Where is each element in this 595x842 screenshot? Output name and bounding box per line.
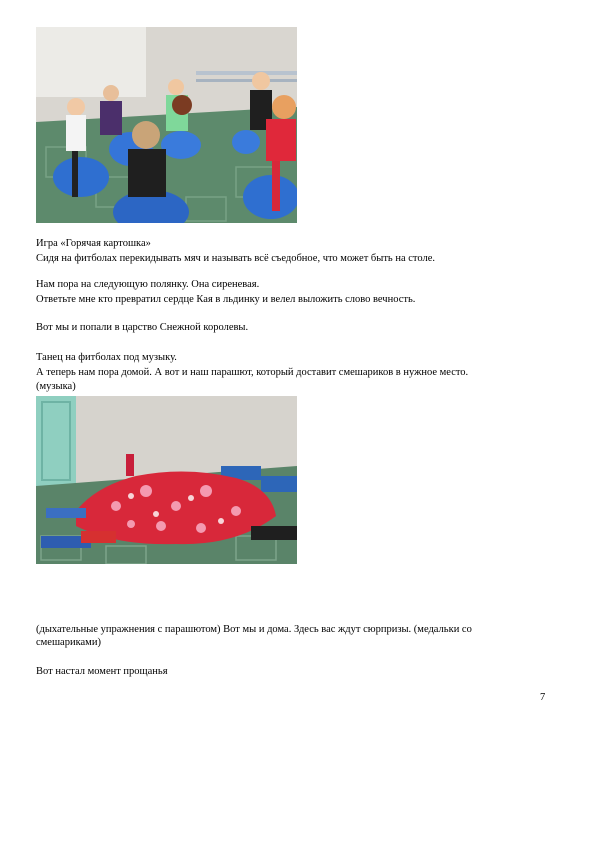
page-number: 7 bbox=[540, 692, 546, 703]
photo-fitballs-image bbox=[36, 27, 297, 223]
music-note-line: (музыка) bbox=[36, 381, 76, 392]
photo-children-on-fitballs bbox=[36, 27, 297, 223]
farewell-line: Вот настал момент прощанья bbox=[36, 666, 168, 677]
riddle-line: Ответьте мне кто превратил сердце Кая в льдинку и велел выложить слово вечность. bbox=[36, 294, 416, 305]
photo-parachute-image bbox=[36, 396, 297, 564]
breathing-exercise-line: (дыхательные упражнения с парашютом) Вот мы и дома. Здесь вас ждут сюрпризы. (медальки со смешариками) bbox=[36, 624, 472, 648]
game-title-line: Игра «Горячая картошка» bbox=[36, 238, 151, 249]
game-description-line: Сидя на фитболах перекидывать мяч и называть всё съедобное, что может быть на столе. bbox=[36, 253, 435, 264]
snow-queen-line: Вот мы и попали в царство Снежной королевы. bbox=[36, 322, 249, 333]
parachute-line: А теперь нам пора домой. А вот и наш парашют, который доставит смешариков в нужное место. bbox=[36, 367, 469, 378]
photo-parachute-game bbox=[36, 396, 297, 564]
next-glade-line: Нам пора на следующую полянку. Она сиреневая. bbox=[36, 279, 260, 290]
dance-line: Танец на фитболах под музыку. bbox=[36, 352, 177, 363]
